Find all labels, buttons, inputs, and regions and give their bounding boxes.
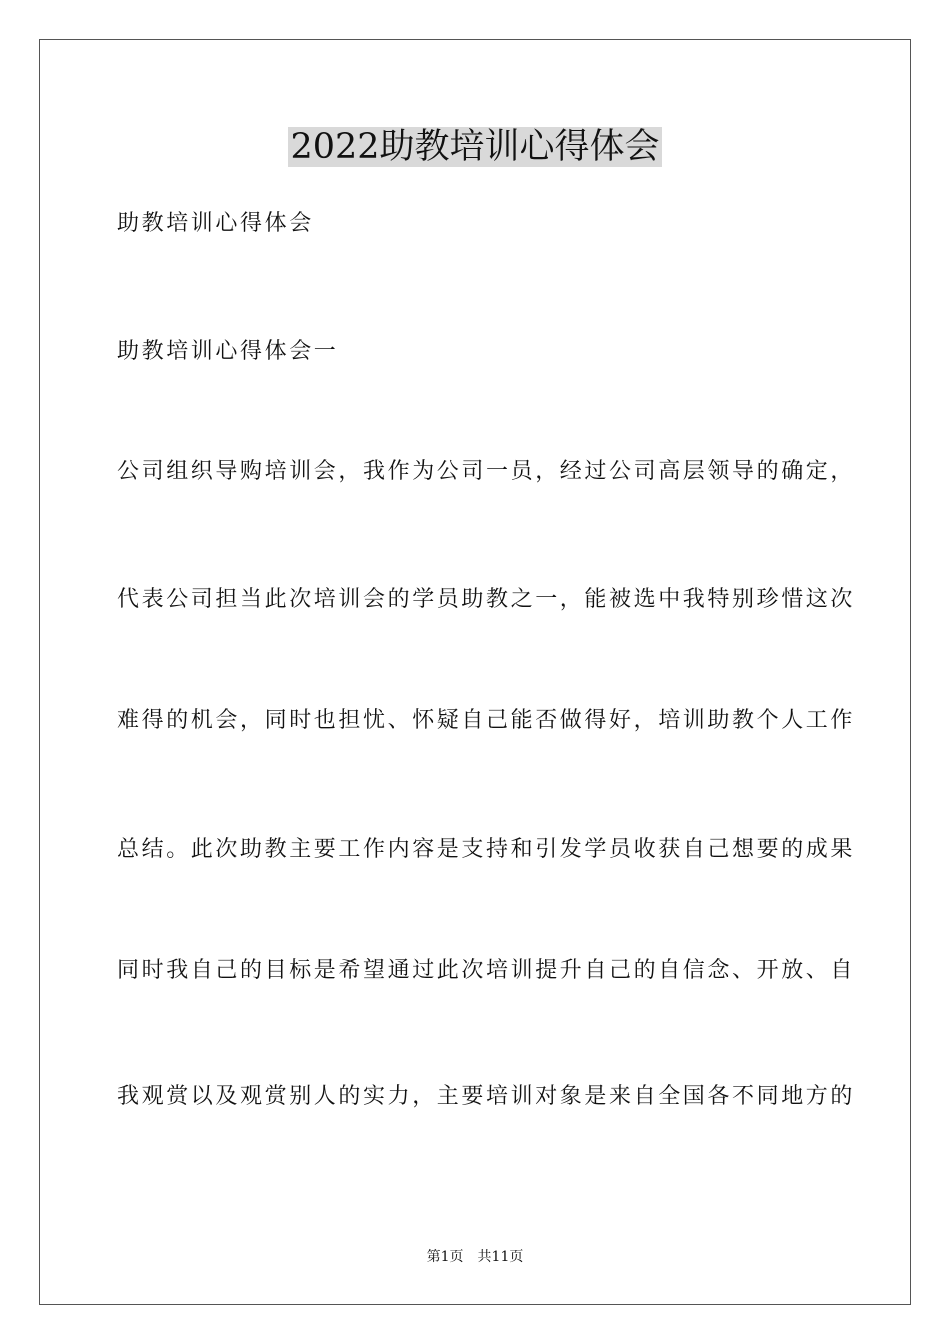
- line-section-heading: 助教培训心得体会一: [117, 339, 339, 364]
- paragraph-line-5: 同时我自己的目标是希望通过此次培训提升自己的自信念、开放、自: [117, 958, 856, 983]
- paragraph-line-1: 公司组织导购培训会，我作为公司一员，经过公司高层领导的确定，: [117, 459, 856, 484]
- paragraph-line-6: 我观赏以及观赏别人的实力，主要培训对象是来自全国各不同地方的: [117, 1084, 856, 1109]
- document-title: [0, 124, 950, 170]
- paragraph-line-3: 难得的机会，同时也担忧、怀疑自己能否做得好，培训助教个人工作: [117, 708, 856, 733]
- paragraph-line-2: 代表公司担当此次培训会的学员助教之一，能被选中我特别珍惜这次: [117, 587, 856, 612]
- paragraph-line-4: 总结。此次助教主要工作内容是支持和引发学员收获自己想要的成果: [117, 837, 856, 862]
- page-footer: 第1页 共11页: [426, 1249, 524, 1265]
- line-subtitle: 助教培训心得体会: [117, 211, 314, 236]
- title-text: 2022助教培训心得体会: [290, 127, 660, 167]
